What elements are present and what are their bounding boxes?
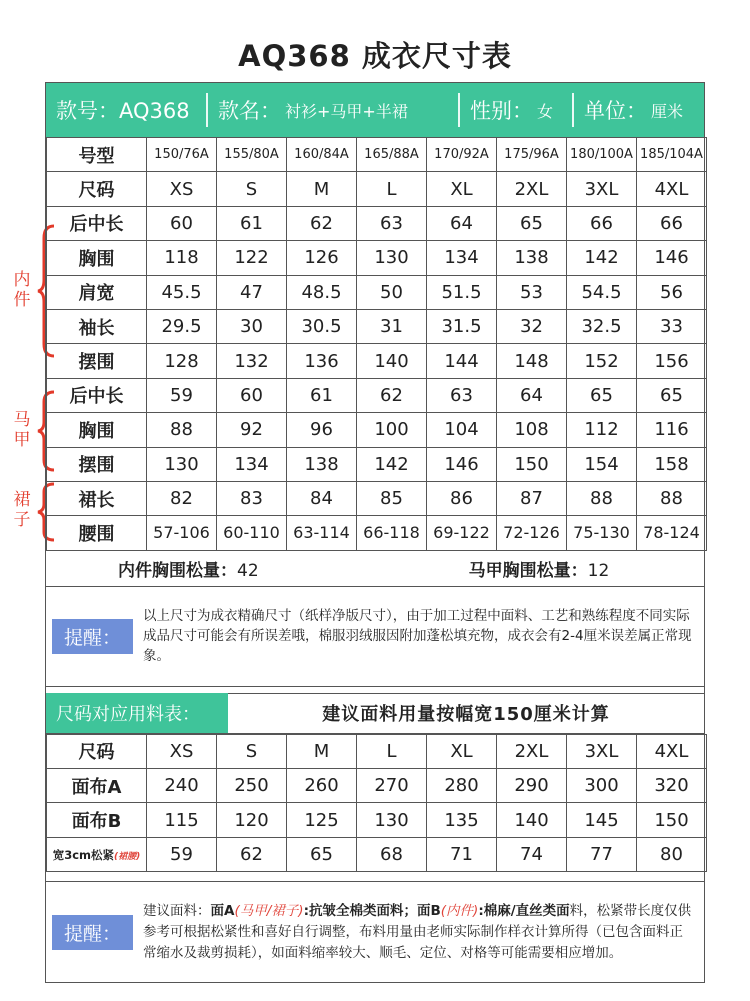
divider — [206, 93, 208, 127]
value-cell: 59 — [147, 378, 217, 412]
row-label: 胸围 — [47, 413, 147, 447]
value-cell: 130 — [147, 447, 217, 481]
material-label: 尺码对应用料表： — [46, 693, 228, 733]
value-cell: 61 — [217, 206, 287, 240]
value-cell: 96 — [287, 413, 357, 447]
value-cell: 62 — [287, 206, 357, 240]
value-cell: 146 — [637, 241, 707, 275]
value-cell: 66-118 — [357, 516, 427, 550]
value-cell: 30 — [217, 309, 287, 343]
size-chart-sheet — [45, 82, 705, 983]
value-cell: 138 — [497, 241, 567, 275]
value-cell: 32.5 — [567, 309, 637, 343]
row-label: 摆围 — [47, 344, 147, 378]
info-bar — [46, 83, 704, 137]
size-label: 尺码 — [47, 734, 147, 768]
size-cell: XS — [147, 172, 217, 206]
fabric-cell: 280 — [427, 769, 497, 803]
fabric-cell: 270 — [357, 769, 427, 803]
row-label: 后中长 — [47, 378, 147, 412]
fabric-cell: 130 — [357, 803, 427, 837]
value-cell: 88 — [567, 481, 637, 515]
value-cell: 100 — [357, 413, 427, 447]
value-cell: 138 — [287, 447, 357, 481]
value-cell: 57-106 — [147, 516, 217, 550]
value-cell: 61 — [287, 378, 357, 412]
value-cell: 31 — [357, 309, 427, 343]
fabric-cell: 145 — [567, 803, 637, 837]
value-cell: 108 — [497, 413, 567, 447]
value-cell: 83 — [217, 481, 287, 515]
ease-row — [46, 551, 704, 587]
fabric-cell: 135 — [427, 803, 497, 837]
vest-ease: 马甲胸围松量：12 — [468, 560, 610, 581]
fabric-label: 面布A — [47, 769, 147, 803]
value-cell: 88 — [147, 413, 217, 447]
fabric-cell: 140 — [497, 803, 567, 837]
page-title: AQ368 成衣尺寸表 — [238, 39, 512, 73]
size-cell: XL — [427, 734, 497, 768]
reminder-box-2 — [46, 882, 704, 982]
value-cell: 45.5 — [147, 275, 217, 309]
value-cell: 66 — [637, 206, 707, 240]
value-cell: 56 — [637, 275, 707, 309]
table-row — [47, 378, 707, 412]
value-cell: 152 — [567, 344, 637, 378]
fabric-cell: 115 — [147, 803, 217, 837]
elastic-cell: 80 — [637, 837, 707, 871]
value-cell: 66 — [567, 206, 637, 240]
row-label: 裙长 — [47, 481, 147, 515]
value-cell: 32 — [497, 309, 567, 343]
value-cell: 140 — [357, 344, 427, 378]
table-row — [47, 241, 707, 275]
model-cell: 185/104A — [637, 138, 707, 172]
size-cell: S — [217, 172, 287, 206]
value-cell: 156 — [637, 344, 707, 378]
elastic-cell: 77 — [567, 837, 637, 871]
reminder-text: 以上尺寸为成衣精确尺寸（纸样净版尺寸），由于加工过程中面料、工艺和熟练程度不同实际成品尺寸可能会有所误差哦，棉服羽绒服因附加蓬松填充物，成衣会有2-4厘米误差属正常现象。 — [143, 608, 692, 665]
model-cell: 155/80A — [217, 138, 287, 172]
value-cell: 85 — [357, 481, 427, 515]
model-label: 号型 — [47, 138, 147, 172]
value-cell: 86 — [427, 481, 497, 515]
reminder-badge: 提醒： — [52, 915, 133, 950]
row-label: 摆围 — [47, 447, 147, 481]
fabric-cell: 300 — [567, 769, 637, 803]
fabric-cell: 260 — [287, 769, 357, 803]
size-cell: 3XL — [567, 734, 637, 768]
model-cell: 175/96A — [497, 138, 567, 172]
value-cell: 88 — [637, 481, 707, 515]
model-cell: 180/100A — [567, 138, 637, 172]
table-row — [47, 769, 707, 803]
value-cell: 60-110 — [217, 516, 287, 550]
size-cell: XL — [427, 172, 497, 206]
table-row — [47, 413, 707, 447]
group-label-skirt: 裙 子 — [13, 490, 31, 530]
value-cell: 136 — [287, 344, 357, 378]
value-cell: 63 — [357, 206, 427, 240]
row-label: 袖长 — [47, 309, 147, 343]
size-cell: 2XL — [497, 172, 567, 206]
size-cell: L — [357, 172, 427, 206]
value-cell: 72-126 — [497, 516, 567, 550]
material-title: 建议面料用量按幅宽150厘米计算 — [322, 704, 610, 726]
value-cell: 63-114 — [287, 516, 357, 550]
value-cell: 30.5 — [287, 309, 357, 343]
measurement-rows — [47, 206, 707, 550]
value-cell: 69-122 — [427, 516, 497, 550]
fabric-cell: 125 — [287, 803, 357, 837]
row-label: 后中长 — [47, 206, 147, 240]
fabric-cell: 290 — [497, 769, 567, 803]
material-rows — [47, 769, 707, 838]
table-row — [47, 803, 707, 837]
row-label: 胸围 — [47, 241, 147, 275]
table-row — [47, 344, 707, 378]
value-cell: 142 — [357, 447, 427, 481]
value-cell: 63 — [427, 378, 497, 412]
value-cell: 87 — [497, 481, 567, 515]
value-cell: 128 — [147, 344, 217, 378]
table-row — [47, 275, 707, 309]
size-label: 尺码 — [47, 172, 147, 206]
style-name: 款名： 衬衫+马甲+半裙 — [218, 99, 408, 123]
fabric-cell: 150 — [637, 803, 707, 837]
material-table — [46, 734, 707, 873]
size-cell: 2XL — [497, 734, 567, 768]
value-cell: 65 — [497, 206, 567, 240]
model-cell: 165/88A — [357, 138, 427, 172]
elastic-cell: 74 — [497, 837, 567, 871]
fabric-cell: 320 — [637, 769, 707, 803]
size-cell: S — [217, 734, 287, 768]
style-number: 款号：AQ368 — [56, 99, 190, 123]
value-cell: 62 — [357, 378, 427, 412]
value-cell: 60 — [217, 378, 287, 412]
value-cell: 158 — [637, 447, 707, 481]
size-cell: XS — [147, 734, 217, 768]
value-cell: 54.5 — [567, 275, 637, 309]
size-cell: 4XL — [637, 734, 707, 768]
reminder-text: 建议面料：面A(马甲/裙子):抗皱全棉类面料；面B(内件):棉麻/直丝类面料，松紧带长度仅供参考可根据松紧性和喜好自行调整，布料用量由老师实际制作样衣计算所得（已包含面料正常缩水及裁剪损耗），如面料缩率较大、顺毛、定位、对格等可能需要相应增加。 — [143, 902, 692, 961]
inner-ease: 内件胸围松量：42 — [118, 560, 259, 581]
value-cell: 92 — [217, 413, 287, 447]
value-cell: 118 — [147, 241, 217, 275]
table-row — [47, 447, 707, 481]
divider — [458, 93, 460, 127]
value-cell: 150 — [497, 447, 567, 481]
value-cell: 82 — [147, 481, 217, 515]
fabric-cell: 240 — [147, 769, 217, 803]
value-cell: 84 — [287, 481, 357, 515]
value-cell: 29.5 — [147, 309, 217, 343]
reminder-badge: 提醒： — [52, 619, 133, 654]
value-cell: 48.5 — [287, 275, 357, 309]
value-cell: 104 — [427, 413, 497, 447]
value-cell: 134 — [427, 241, 497, 275]
table-row — [47, 309, 707, 343]
fabric-cell: 120 — [217, 803, 287, 837]
table-row — [47, 734, 707, 768]
size-cell: 3XL — [567, 172, 637, 206]
row-label: 肩宽 — [47, 275, 147, 309]
elastic-cell: 65 — [287, 837, 357, 871]
group-label-vest: 马 甲 — [13, 410, 31, 450]
unit: 单位： 厘米 — [584, 99, 684, 123]
fabric-label: 面布B — [47, 803, 147, 837]
value-cell: 51.5 — [427, 275, 497, 309]
value-cell: 122 — [217, 241, 287, 275]
elastic-cell: 62 — [217, 837, 287, 871]
value-cell: 60 — [147, 206, 217, 240]
table-row — [47, 138, 707, 172]
value-cell: 65 — [637, 378, 707, 412]
value-cell: 64 — [497, 378, 567, 412]
model-cell: 170/92A — [427, 138, 497, 172]
row-label: 腰围 — [47, 516, 147, 550]
reminder-box — [46, 587, 704, 687]
size-table — [46, 137, 707, 551]
table-row — [47, 206, 707, 240]
elastic-label: 宽3cm松紧(裙腰) — [47, 837, 147, 871]
value-cell: 154 — [567, 447, 637, 481]
value-cell: 75-130 — [567, 516, 637, 550]
table-row — [47, 481, 707, 515]
value-cell: 132 — [217, 344, 287, 378]
value-cell: 47 — [217, 275, 287, 309]
divider — [572, 93, 574, 127]
size-cell: 4XL — [637, 172, 707, 206]
spacer — [46, 872, 704, 882]
model-cell: 150/76A — [147, 138, 217, 172]
value-cell: 146 — [427, 447, 497, 481]
gender: 性别： 女 — [470, 99, 554, 123]
model-cell: 160/84A — [287, 138, 357, 172]
value-cell: 144 — [427, 344, 497, 378]
table-row — [47, 172, 707, 206]
value-cell: 31.5 — [427, 309, 497, 343]
group-label-inner: 内 件 — [13, 270, 31, 310]
value-cell: 78-124 — [637, 516, 707, 550]
value-cell: 130 — [357, 241, 427, 275]
value-cell: 33 — [637, 309, 707, 343]
value-cell: 65 — [567, 378, 637, 412]
material-header — [46, 694, 704, 734]
value-cell: 148 — [497, 344, 567, 378]
table-row — [47, 516, 707, 550]
value-cell: 112 — [567, 413, 637, 447]
size-cell: L — [357, 734, 427, 768]
value-cell: 64 — [427, 206, 497, 240]
size-cell: M — [287, 172, 357, 206]
value-cell: 142 — [567, 241, 637, 275]
table-row — [47, 837, 707, 871]
fabric-cell: 250 — [217, 769, 287, 803]
value-cell: 53 — [497, 275, 567, 309]
value-cell: 116 — [637, 413, 707, 447]
elastic-cell: 59 — [147, 837, 217, 871]
size-cell: M — [287, 734, 357, 768]
elastic-cell: 71 — [427, 837, 497, 871]
value-cell: 50 — [357, 275, 427, 309]
value-cell: 126 — [287, 241, 357, 275]
value-cell: 134 — [217, 447, 287, 481]
elastic-cell: 68 — [357, 837, 427, 871]
